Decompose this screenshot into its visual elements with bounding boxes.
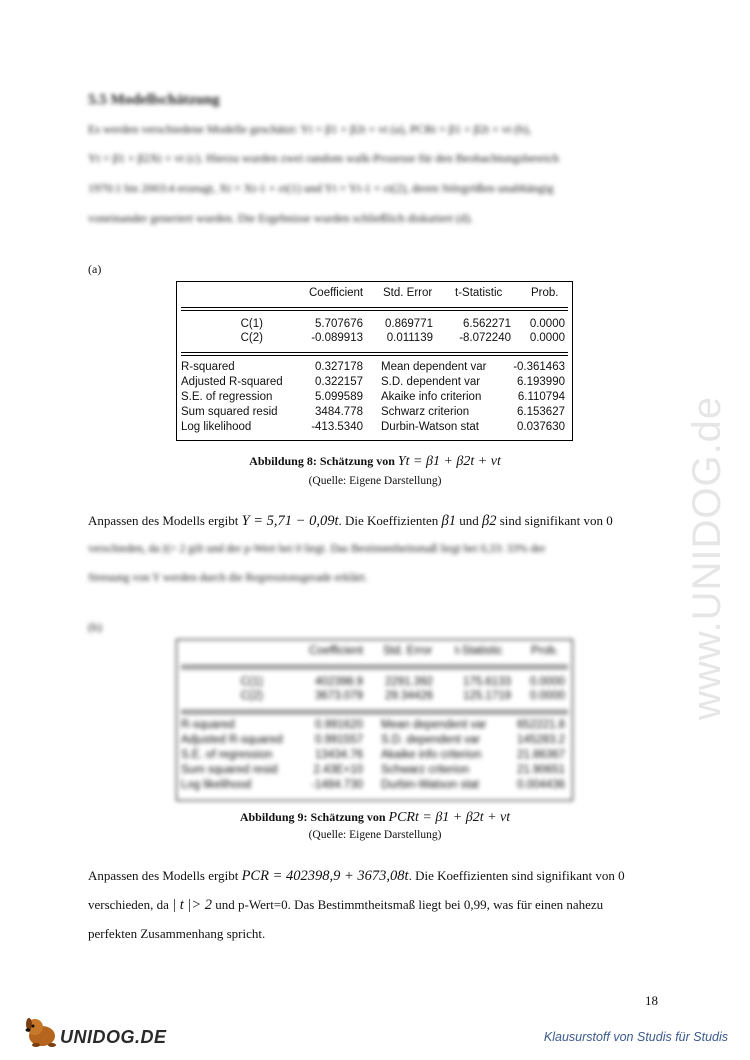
- stat-label: Mean dependent var: [381, 361, 487, 373]
- header-std-error: Std. Error: [383, 287, 433, 299]
- stat-label: R-squared: [181, 361, 235, 373]
- stat-label: S.D. dependent var: [381, 376, 481, 388]
- stat-label: S.E. of regression: [181, 749, 273, 761]
- watermark-text: www.UNIDOG.de: [685, 395, 729, 720]
- stat-label: Sum squared resid: [181, 764, 278, 776]
- caption-label: Abbildung 9: Schätzung von: [239, 810, 386, 824]
- coef-t: -8.072240: [459, 332, 511, 344]
- stat-value: 0.991620: [315, 719, 363, 731]
- stat-value: -413.5340: [311, 421, 363, 433]
- stat-value: 145283.2: [517, 734, 565, 746]
- text: Anpassen des Modells ergibt: [88, 513, 239, 528]
- figure-caption-b: [0, 810, 750, 826]
- header-prob: Prob.: [531, 287, 559, 299]
- header-t-statistic: t-Statistic: [455, 287, 503, 299]
- stat-value: 0.037630: [517, 421, 565, 433]
- stat-label: Log likelihood: [181, 421, 252, 433]
- table-rule: [181, 713, 568, 714]
- footer-slogan: Klausurstoff von Studis für Studis: [543, 1030, 728, 1044]
- coef-p: 0.0000: [529, 690, 565, 702]
- figure-source-b: (Quelle: Eigene Darstellung): [308, 829, 442, 841]
- figure-source-a: (Quelle: Eigene Darstellung): [308, 475, 442, 487]
- stat-value: 21.90651: [517, 764, 565, 776]
- coef-se: 0.869771: [385, 318, 433, 330]
- table-a-label: (a): [88, 262, 102, 276]
- table-rule: [181, 710, 568, 711]
- table-rule: [181, 668, 568, 669]
- stat-label: Sum squared resid: [181, 406, 278, 418]
- table-rule: [181, 310, 568, 311]
- text: und p-Wert=0. Das Bestimmtheitsmaß liegt bei 0,99, was für einen nahezu: [215, 897, 604, 912]
- caption-label: Abbildung 8: Schätzung von: [249, 454, 395, 468]
- coef-name: C(1): [240, 318, 263, 330]
- header-coefficient: Coefficient: [309, 645, 364, 657]
- header-t-statistic: t-Statistic: [455, 645, 503, 657]
- header-prob: Prob.: [531, 645, 559, 657]
- stat-value: 21.86367: [517, 749, 565, 761]
- stat-value: 0.991557: [315, 734, 363, 746]
- regression-table-b: [176, 639, 573, 801]
- table-rule: [181, 355, 568, 356]
- text: . Die Koeffizienten: [338, 513, 439, 528]
- stat-label: Durbin-Watson stat: [381, 421, 479, 433]
- stat-label: Schwarz criterion: [381, 764, 470, 776]
- coef-se: 0.011139: [386, 332, 433, 344]
- intro-line-1: Es werden verschiedene Modelle geschätzt: Yt = β1 + β2t + vt (a), PCRt = β1 + β2t + vt (b),: [88, 122, 532, 136]
- regression-table-a: [176, 281, 573, 441]
- footer-logo-text: UNIDOG.DE: [60, 1027, 167, 1047]
- dog-logo-icon: [22, 1014, 62, 1050]
- coef-p: 0.0000: [529, 332, 565, 344]
- stat-value: 6.110794: [517, 391, 565, 403]
- stat-value: 6.153627: [517, 406, 565, 418]
- stat-label: Akaike info criterion: [381, 391, 482, 403]
- coef-name: C(1): [240, 676, 263, 688]
- caption-formula: Yt = β1 + β2t + vt: [397, 454, 501, 469]
- stat-value: -1484.730: [311, 779, 363, 791]
- stat-value: 13434.76: [315, 749, 363, 761]
- stat-label: Schwarz criterion: [381, 406, 470, 418]
- paragraph-b-line-2: [88, 897, 603, 914]
- stat-value: 0.327178: [315, 361, 363, 373]
- text: sind signifikant von 0: [499, 513, 613, 528]
- paragraph-b-line-1: [88, 868, 625, 885]
- text: verschieden, da: [88, 897, 169, 912]
- coef-value: 402398.9: [315, 676, 363, 688]
- t-condition: | t |> 2: [172, 897, 213, 913]
- coef-p: 0.0000: [529, 676, 565, 688]
- coef-se: 29.34426: [385, 690, 433, 702]
- coef-t: 125.1719: [463, 690, 511, 702]
- stat-label: S.E. of regression: [181, 391, 273, 403]
- stat-label: Adjusted R-squared: [181, 376, 283, 388]
- coef-value: 5.707676: [315, 318, 363, 330]
- table-rule: [181, 665, 568, 666]
- stat-label: Akaike info criterion: [381, 749, 482, 761]
- coef-t: 6.562271: [463, 318, 511, 330]
- figure-caption-a: [0, 454, 750, 470]
- stat-value: 5.099589: [315, 391, 363, 403]
- coef-name: C(2): [240, 690, 263, 702]
- text: . Die Koeffizienten sind signifikant von 0: [408, 868, 625, 883]
- section-title: 5.5 Modellschätzung: [88, 92, 220, 108]
- coef-t: 175.6133: [463, 676, 511, 688]
- header-std-error: Std. Error: [383, 645, 433, 657]
- stat-value: 0.004436: [517, 779, 565, 791]
- table-rule: [181, 307, 568, 308]
- beta1-symbol: β1: [441, 513, 456, 529]
- caption-formula: PCRt = β1 + β2t + vt: [388, 810, 511, 825]
- stat-value: -0.361463: [513, 361, 565, 373]
- coef-p: 0.0000: [529, 318, 565, 330]
- stat-label: R-squared: [181, 719, 235, 731]
- paragraph-a-line-1: [88, 513, 613, 530]
- table-rule: [181, 352, 568, 353]
- text: und: [459, 513, 479, 528]
- beta2-symbol: β2: [481, 513, 497, 529]
- model-formula: PCR = 402398,9 + 3673,08t: [241, 868, 409, 884]
- stat-value: 2.43E+10: [313, 764, 363, 776]
- page-number: 18: [645, 993, 658, 1008]
- coef-se: 2291.392: [385, 676, 433, 688]
- coef-value: 3673.079: [315, 690, 363, 702]
- paragraph-a-line-3: Streuung von Y werden durch die Regressionsgerade erklärt.: [88, 572, 368, 584]
- paragraph-b-line-3: perfekten Zusammenhang spricht.: [88, 926, 266, 941]
- stat-value: 0.322157: [315, 376, 363, 388]
- intro-line-2: Yt = β1 + β2Xt + vt (c). Hierzu wurden zwei random walk-Prozesse für den Beobachtungsbereich: [88, 151, 560, 165]
- stat-value: 6.193990: [517, 376, 565, 388]
- intro-line-3: 1970:1 bis 2003:4 erzeugt, Xt = Xt-1 + εt(1) und Yt = Yt-1 + εt(2), deren Störgrößen unabhängig: [88, 181, 554, 195]
- coef-value: -0.089913: [311, 332, 363, 344]
- stat-value: 3484.778: [315, 406, 363, 418]
- header-coefficient: Coefficient: [309, 287, 364, 299]
- stat-label: Mean dependent var: [381, 719, 487, 731]
- model-formula: Y = 5,71 − 0,09t: [241, 513, 339, 529]
- paragraph-a-line-2: verschieden, da |t|> 2 gilt und der p-Wert bei 0 liegt. Das Bestimmtheitsmaß liegt bei 0,33: 33% der: [88, 543, 546, 555]
- stat-label: Adjusted R-squared: [181, 734, 283, 746]
- stat-value: 652221.8: [517, 719, 565, 731]
- stat-label: S.D. dependent var: [381, 734, 481, 746]
- coef-name: C(2): [240, 332, 263, 344]
- intro-line-4: voneinander generiert wurden. Die Ergebnisse wurden schließlich diskutiert (d).: [88, 211, 473, 225]
- stat-label: Durbin-Watson stat: [381, 779, 479, 791]
- table-b-label: (b): [88, 620, 102, 634]
- text: Anpassen des Modells ergibt: [88, 868, 239, 883]
- stat-label: Log likelihood: [181, 779, 252, 791]
